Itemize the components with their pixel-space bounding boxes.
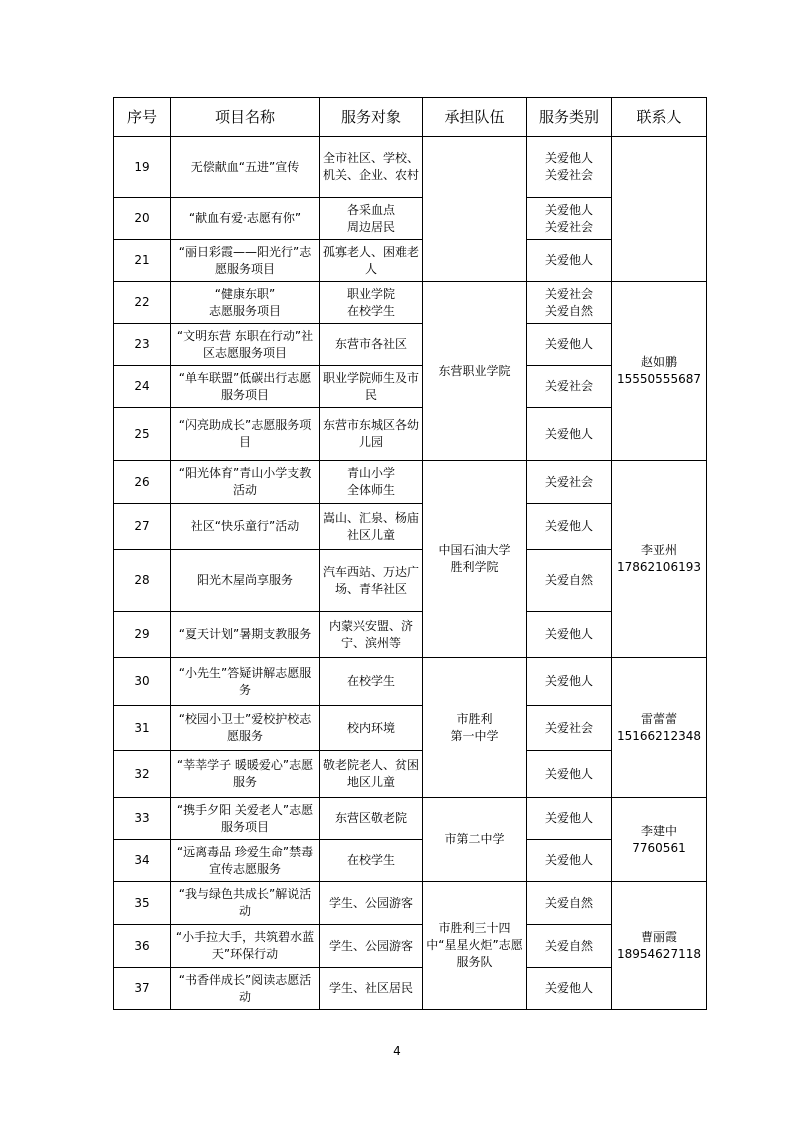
table-row — [114, 798, 707, 840]
row-team — [423, 137, 527, 282]
header-project-name: 项目名称 — [171, 98, 320, 137]
table-row — [114, 658, 707, 706]
row-no: 36 — [114, 925, 171, 968]
row-project-name: 阳光木屋尚享服务 — [171, 550, 320, 612]
row-team: 中国石油大学 胜利学院 — [423, 461, 527, 658]
header-team: 承担队伍 — [423, 98, 527, 137]
row-category: 关爱他人 — [527, 324, 612, 366]
row-category: 关爱他人 — [527, 408, 612, 461]
row-team: 市胜利三十四中“星星火炬”志愿服务队 — [423, 882, 527, 1010]
row-no: 31 — [114, 706, 171, 751]
row-target: 东营区敬老院 — [320, 798, 423, 840]
row-category: 关爱社会 — [527, 461, 612, 504]
row-team: 市胜利 第一中学 — [423, 658, 527, 798]
row-contact: 李亚州 17862106193 — [612, 461, 707, 658]
row-project-name: “闪亮助成长”志愿服务项目 — [171, 408, 320, 461]
row-target: 东营市各社区 — [320, 324, 423, 366]
row-no: 25 — [114, 408, 171, 461]
table-row — [114, 282, 707, 324]
row-project-name: “小先生”答疑讲解志愿服务 — [171, 658, 320, 706]
table-row — [114, 137, 707, 198]
row-no: 20 — [114, 198, 171, 240]
row-category: 关爱他人 — [527, 658, 612, 706]
row-no: 34 — [114, 840, 171, 882]
row-contact: 李建中 7760561 — [612, 798, 707, 882]
row-target: 职业学院 在校学生 — [320, 282, 423, 324]
row-project-name: “健康东职” 志愿服务项目 — [171, 282, 320, 324]
table-row — [114, 461, 707, 504]
row-project-name: 社区“快乐童行”活动 — [171, 504, 320, 550]
header-service-target: 服务对象 — [320, 98, 423, 137]
row-category: 关爱他人 — [527, 968, 612, 1010]
row-contact — [612, 137, 707, 282]
row-target: 孤寡老人、困难老人 — [320, 240, 423, 282]
header-category: 服务类别 — [527, 98, 612, 137]
row-target: 汽车西站、万达广场、青华社区 — [320, 550, 423, 612]
row-project-name: “丽日彩霞——阳光行”志愿服务项目 — [171, 240, 320, 282]
row-project-name: “书香伴成长”阅读志愿活动 — [171, 968, 320, 1010]
row-project-name: 无偿献血“五进”宣传 — [171, 137, 320, 198]
row-project-name: “携手夕阳 关爱老人”志愿服务项目 — [171, 798, 320, 840]
row-no: 29 — [114, 612, 171, 658]
row-contact: 雷蕾蕾 15166212348 — [612, 658, 707, 798]
row-no: 35 — [114, 882, 171, 925]
row-category: 关爱他人 — [527, 798, 612, 840]
row-no: 33 — [114, 798, 171, 840]
row-project-name: “夏天计划”暑期支教服务 — [171, 612, 320, 658]
row-category: 关爱他人 关爱社会 — [527, 137, 612, 198]
row-team: 东营职业学院 — [423, 282, 527, 461]
row-no: 26 — [114, 461, 171, 504]
row-no: 30 — [114, 658, 171, 706]
header-no: 序号 — [114, 98, 171, 137]
row-target: 全市社区、学校、机关、企业、农村 — [320, 137, 423, 198]
row-target: 嵩山、汇泉、杨庙社区儿童 — [320, 504, 423, 550]
row-no: 28 — [114, 550, 171, 612]
row-target: 敬老院老人、贫困地区儿童 — [320, 751, 423, 798]
row-category: 关爱他人 — [527, 504, 612, 550]
row-project-name: “小手拉大手，共筑碧水蓝天”环保行动 — [171, 925, 320, 968]
row-category: 关爱他人 关爱社会 — [527, 198, 612, 240]
row-target: 东营市东城区各幼儿园 — [320, 408, 423, 461]
row-no: 23 — [114, 324, 171, 366]
row-category: 关爱社会 — [527, 366, 612, 408]
page-number: 4 — [393, 1044, 401, 1058]
row-no: 27 — [114, 504, 171, 550]
row-project-name: “莘莘学子 暖暖爱心”志愿服务 — [171, 751, 320, 798]
row-target: 在校学生 — [320, 840, 423, 882]
header-row — [114, 98, 707, 137]
header-contact: 联系人 — [612, 98, 707, 137]
row-no: 22 — [114, 282, 171, 324]
row-category: 关爱自然 — [527, 925, 612, 968]
row-target: 校内环境 — [320, 706, 423, 751]
row-category: 关爱他人 — [527, 612, 612, 658]
row-target: 学生、公园游客 — [320, 882, 423, 925]
row-project-name: “阳光体育”青山小学支教活动 — [171, 461, 320, 504]
row-target: 在校学生 — [320, 658, 423, 706]
row-project-name: “献血有爱·志愿有你” — [171, 198, 320, 240]
row-target: 学生、社区居民 — [320, 968, 423, 1010]
row-target: 各采血点 周边居民 — [320, 198, 423, 240]
row-no: 24 — [114, 366, 171, 408]
row-category: 关爱社会 — [527, 706, 612, 751]
row-project-name: “校园小卫士”爱校护校志愿服务 — [171, 706, 320, 751]
row-no: 32 — [114, 751, 171, 798]
row-contact: 赵如鹏 15550555687 — [612, 282, 707, 461]
row-project-name: “文明东营 东职在行动”社区志愿服务项目 — [171, 324, 320, 366]
row-category: 关爱他人 — [527, 240, 612, 282]
row-category: 关爱社会 关爱自然 — [527, 282, 612, 324]
row-no: 19 — [114, 137, 171, 198]
row-target: 青山小学 全体师生 — [320, 461, 423, 504]
row-project-name: “我与绿色共成长”解说活动 — [171, 882, 320, 925]
row-category: 关爱他人 — [527, 840, 612, 882]
row-target: 内蒙兴安盟、济宁、滨州等 — [320, 612, 423, 658]
volunteer-project-table — [113, 97, 707, 1010]
row-team: 市第二中学 — [423, 798, 527, 882]
row-no: 21 — [114, 240, 171, 282]
row-project-name: “单车联盟”低碳出行志愿服务项目 — [171, 366, 320, 408]
row-no: 37 — [114, 968, 171, 1010]
row-contact: 曹丽霞 18954627118 — [612, 882, 707, 1010]
table-row — [114, 882, 707, 925]
row-category: 关爱他人 — [527, 751, 612, 798]
row-project-name: “远离毒品 珍爱生命”禁毒宣传志愿服务 — [171, 840, 320, 882]
row-category: 关爱自然 — [527, 882, 612, 925]
row-target: 学生、公园游客 — [320, 925, 423, 968]
row-target: 职业学院师生及市民 — [320, 366, 423, 408]
row-category: 关爱自然 — [527, 550, 612, 612]
